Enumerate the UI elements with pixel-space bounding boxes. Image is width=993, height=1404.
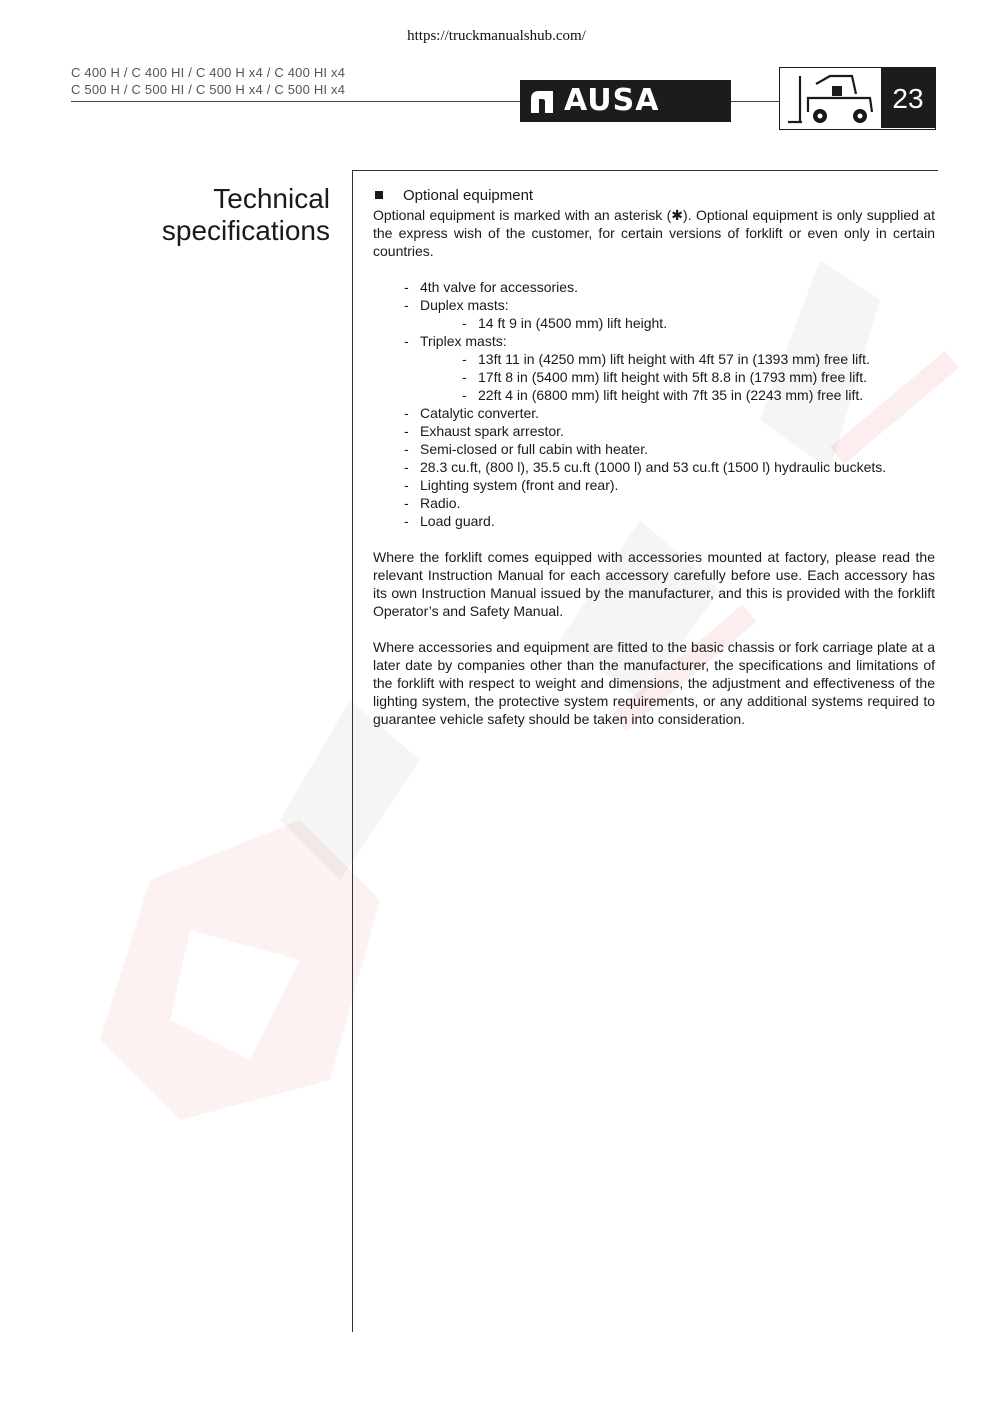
sub-list-item-text: 14 ft 9 in (4500 mm) lift height. [478,315,668,331]
list-item [373,476,935,494]
spacer [373,260,935,278]
page-number: 23 [881,68,935,128]
list-item-text: 4th valve for accessories. [420,279,578,295]
sub-list-item-text: 22ft 4 in (6800 mm) lift height with 7ft 35 in (2243 mm) free lift. [478,387,864,403]
section-title [162,183,330,247]
list-dash: - [404,441,409,457]
list-item-text: Catalytic converter. [420,405,540,421]
list-item [373,296,935,332]
list-dash: - [404,513,409,529]
list-item-text: Duplex masts: [420,297,509,313]
list-item [373,512,935,530]
list-dash: - [404,423,409,439]
list-dash: - [404,297,409,313]
list-item-text: Triplex masts: [420,333,507,349]
list-dash: - [404,495,409,511]
header-rule-connector [731,101,779,102]
ausa-logo-mark-icon [529,89,555,115]
sub-list-item [420,350,935,368]
list-dash: - [462,369,467,385]
spacer [373,620,935,638]
accessories-paragraph: Where the forklift comes equipped with accessories mounted at factory, please read the relevant Instruction Manual for each accessory carefully before use. Each accessory has its own Instruction Manual issued by the manufacturer, and this is provided with the forklift Operator’s and Safety Manual. [373,549,935,619]
list-item [373,494,935,512]
section-title-line-2: specifications [161,215,330,246]
ausa-logo [520,80,731,122]
square-bullet-icon [375,191,383,199]
header-rule [71,101,521,102]
sub-list-item-text: 13ft 11 in (4250 mm) lift height with 4ft 57 in (1393 mm) free lift. [478,351,870,367]
list-item-text: Load guard. [420,513,495,529]
list-item [373,404,935,422]
sub-list-item [420,368,935,386]
sub-list-item [420,314,935,332]
list-item-text: Radio. [420,495,461,511]
list-dash: - [404,459,409,475]
sub-list-item-text: 17ft 8 in (5400 mm) lift height with 5ft 8.8 in (1793 mm) free lift. [478,369,868,385]
list-item-text: 28.3 cu.ft, (800 l), 35.5 cu.ft (1000 l) and 53 cu.ft (1500 l) hydraulic buckets. [420,459,887,475]
main-content [373,186,935,728]
model-list [71,64,345,98]
subheading-text: Optional equipment [403,187,534,204]
list-item [373,422,935,440]
sub-list [420,314,935,332]
list-item-text: Exhaust spark arrestor. [420,423,564,439]
list-item [373,458,935,476]
list-item [373,440,935,458]
list-item [373,278,935,296]
model-line-2: C 500 H / C 500 HI / C 500 H x4 / C 500 HI x4 [71,82,346,97]
model-line-1: C 400 H / C 400 HI / C 400 H x4 / C 400 HI x4 [71,65,346,80]
list-item-text: Lighting system (front and rear). [420,477,619,493]
logo-wordmark: AUSA [564,83,660,118]
list-dash: - [404,333,409,349]
list-dash: - [462,351,467,367]
list-item [373,332,935,404]
list-dash: - [404,477,409,493]
sub-list-item [420,386,935,404]
intro-paragraph: Optional equipment is marked with an asterisk (✱). Optional equipment is only supplied at the express wish of the customer, for certain versions of forklift or even only in certain countries. [373,207,935,259]
list-item-text: Semi-closed or full cabin with heater. [420,441,648,457]
list-dash: - [404,279,409,295]
source-url[interactable]: https://truckmanualshub.com/ [407,28,586,44]
forklift-icon [786,72,878,126]
column-divider [352,170,353,1332]
content-top-rule [352,170,938,171]
list-dash: - [404,405,409,421]
section-title-line-1: Technical [213,183,330,214]
retrofit-paragraph: Where accessories and equipment are fitted to the basic chassis or fork carriage plate at a later date by companies other than the manufacturer, the specifications and limitations of the forklift with respect to weight and dimensions, the adjustment and effectiveness of the lighting system, the protective system requirements, or any additional systems required to guarantee vehicle safety should be taken into consideration. [373,639,935,727]
list-dash: - [462,315,467,331]
sub-list [420,350,935,404]
spacer [373,530,935,548]
page-tab [779,67,936,130]
equipment-list [373,278,935,530]
subheading [373,186,935,206]
list-dash: - [462,387,467,403]
